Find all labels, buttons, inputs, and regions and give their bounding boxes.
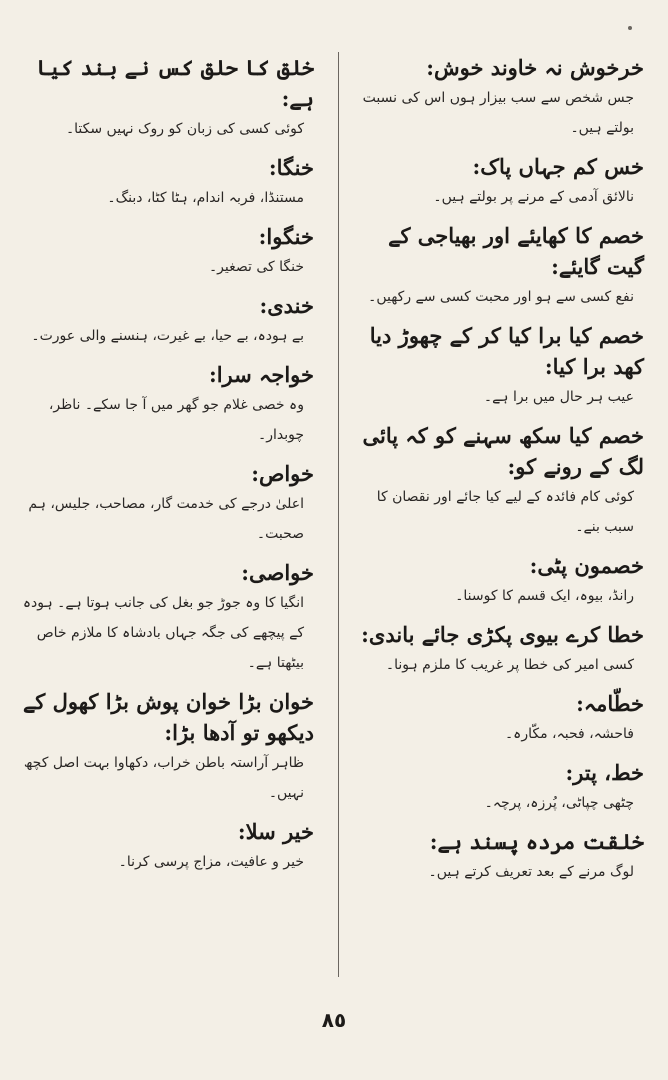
entry-headword: خرخوش نہ خاوند خوش: (426, 55, 644, 80)
entry-definition: کسی امیر کی خطا پر غریب کا ملزم ہونا۔ (385, 657, 634, 673)
entry-headword: خلق کا حلق کس نے بند کیا ہے: (36, 55, 314, 111)
entry-definition: مستنڈا، فربہ اندام، ہٹا کٹا، دبنگ۔ (107, 190, 304, 206)
entry-definition: فاحشہ، فحبہ، مکّارہ۔ (504, 726, 634, 742)
entry-headword: خنگوا: (258, 224, 314, 249)
entry-definition: اعلیٰ درجے کی خدمت گار، مصاحب، جلیس، ہم صحبت۔ (28, 496, 304, 542)
right-column (352, 52, 644, 1002)
entry-definition: لوگ مرنے کے بعد تعریف کرتے ہیں۔ (428, 864, 634, 880)
column-divider (338, 52, 339, 977)
scan-speck (628, 26, 632, 30)
entry-headword: خندی: (259, 293, 314, 318)
entry-headword: خطّامہ: (576, 691, 644, 716)
entry-definition: کوئی کام فائدہ کے لیے کیا جائے اور نقصان کا سبب بنے۔ (376, 489, 634, 535)
entry-definition: کوئی کسی کی زبان کو روک نہیں سکتا۔ (65, 121, 304, 137)
entry-headword: خنگا: (268, 155, 314, 180)
entry (352, 757, 644, 818)
entry-headword: خواجہ سرا: (208, 362, 314, 387)
entry-definition: عیب ہر حال میں برا ہے۔ (483, 389, 634, 405)
entry (352, 688, 644, 749)
entry-headword: خواصی: (241, 560, 314, 585)
entry (22, 221, 314, 282)
entry (352, 826, 644, 887)
entry (22, 152, 314, 213)
entry (352, 550, 644, 611)
left-column (22, 52, 314, 1002)
entry (22, 557, 314, 678)
entry (22, 686, 314, 808)
entry-definition: جس شخص سے سب بیزار ہوں اس کی نسبت بولتے ہیں۔ (362, 90, 634, 136)
entry-definition: انگیا کا وہ جوڑ جو بغل کی جانب ہوتا ہے۔ ہودہ کے پیچھے کی جگہ جہاں بادشاہ کا ملازم خاص بیٹھتا ہے۔ (22, 595, 304, 671)
entry-definition: بے ہودہ، بے حیا، بے غیرت، ہنسنے والی عورت۔ (31, 328, 304, 344)
entry (22, 816, 314, 877)
entry (22, 52, 314, 144)
entry (352, 619, 644, 680)
entry-definition: چٹھی چپاٹی، پُرزہ، پرچہ۔ (484, 795, 634, 811)
entry (352, 220, 644, 312)
entry-headword: خصم کیا برا کیا کر کے چھوڑ دیا کھد برا کیا: (369, 323, 644, 379)
entry (22, 458, 314, 549)
entry-definition: رانڈ، بیوہ، ایک قسم کا کوسنا۔ (455, 588, 634, 604)
entry-definition: وہ خصی غلام جو گھر میں آ جا سکے۔ ناظر، چوبدار۔ (48, 397, 304, 443)
entry-definition: خنگا کی تصغیر۔ (208, 259, 304, 275)
entry (352, 52, 644, 143)
entry-headword: خطا کرے بیوی پکڑی جائے باندی: (361, 622, 644, 647)
entry (352, 420, 644, 542)
entry-headword: خلقت مردہ پسند ہے: (429, 829, 644, 854)
entry-headword: خصم کا کھایئے اور بھیاجی کے گیت گایئے: (388, 223, 644, 279)
entry-headword: خط، پتر: (565, 760, 644, 785)
entry-headword: خس کم جہاں پاک: (472, 154, 644, 179)
entry-headword: خواص: (251, 461, 314, 486)
entry (352, 151, 644, 212)
entry-definition: خیر و عافیت، مزاج پرسی کرنا۔ (118, 854, 304, 870)
entry-headword: خصم کیا سکھ سہنے کو کہ پائی لگ کے رونے کو: (362, 423, 644, 479)
entry (22, 290, 314, 351)
entry-definition: نفع کسی سے ہو اور محبت کسی سے رکھیں۔ (368, 289, 634, 305)
entry-definition: نالائق آدمی کے مرنے پر بولتے ہیں۔ (433, 189, 634, 205)
page-number: ٨٥ (321, 1008, 347, 1032)
entry-headword: خصمون پٹی: (529, 553, 644, 578)
entry (352, 320, 644, 412)
entry (22, 359, 314, 450)
entry-headword: خیر سلا: (237, 819, 314, 844)
entry-headword: خوان بڑا خوان پوش بڑا کھول کے دیکھو تو آدھا بڑا: (23, 689, 314, 745)
entry-definition: ظاہر آراستہ باطن خراب، دکھاوا بہت اصل کچھ نہیں۔ (23, 755, 304, 801)
